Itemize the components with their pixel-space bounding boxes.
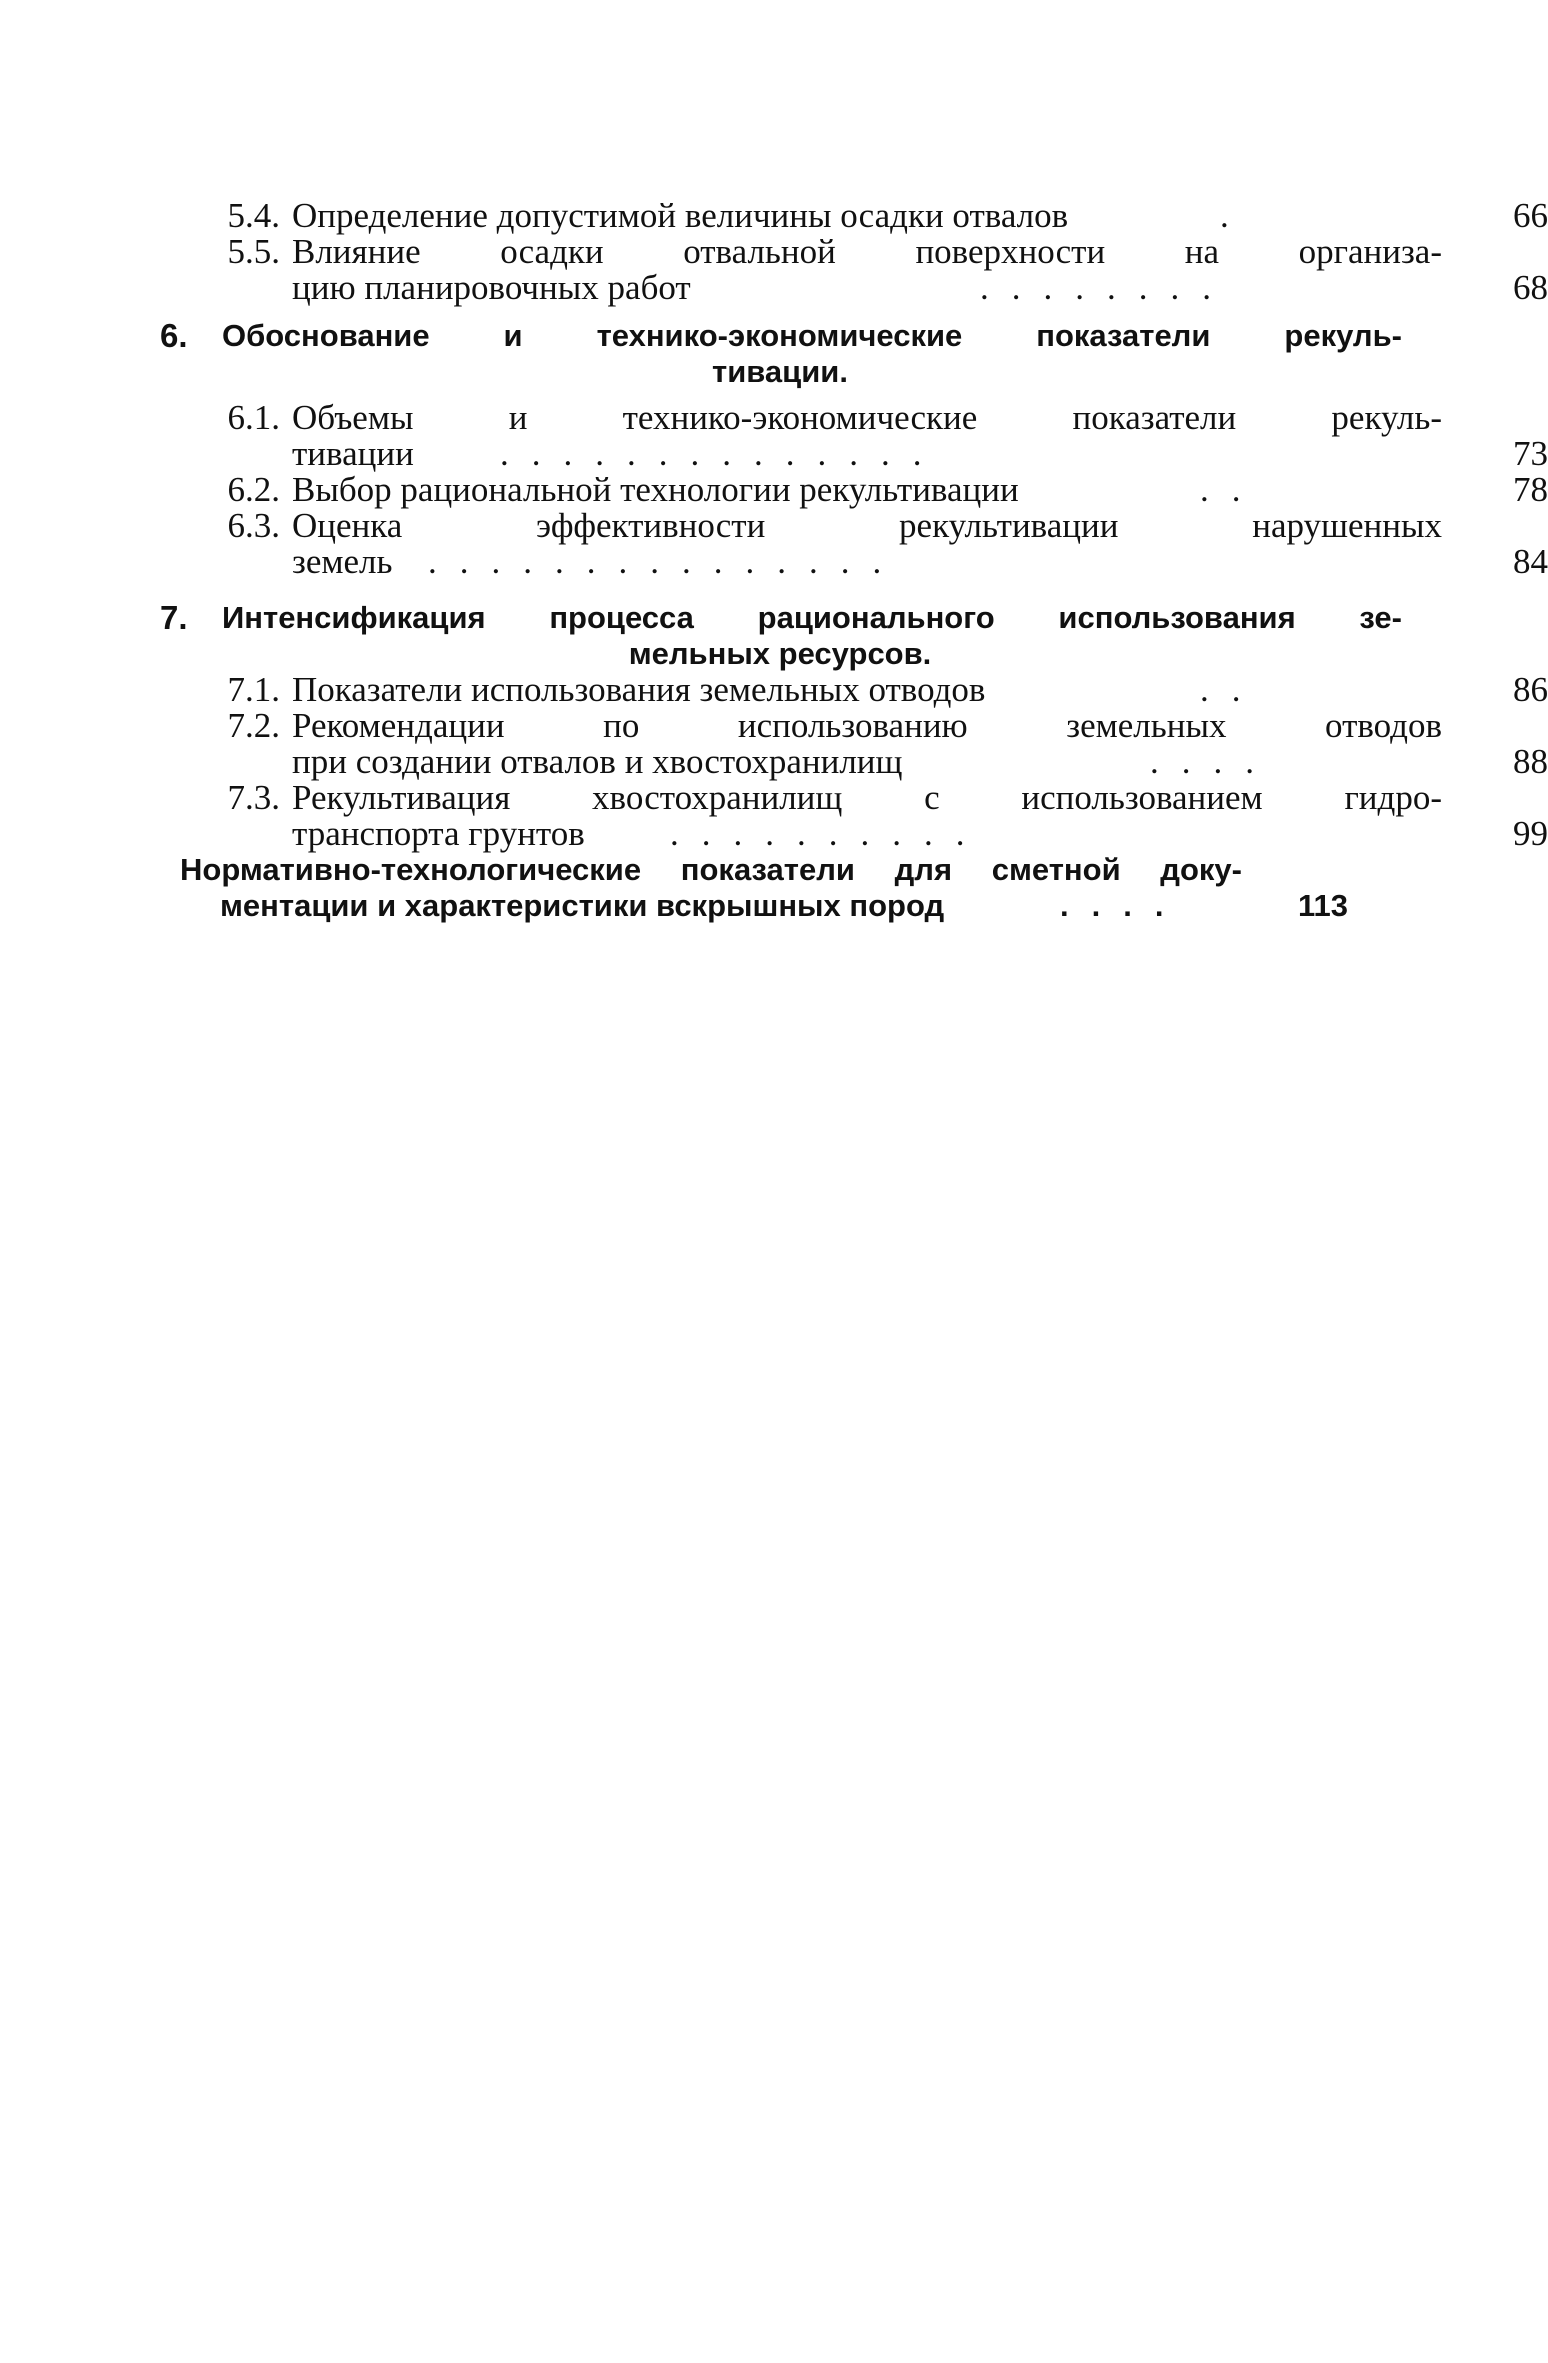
toc-entry-6-1 — [200, 398, 1442, 437]
page-number: 86 — [1513, 670, 1548, 709]
toc-section-6 — [160, 317, 1402, 354]
entry-title: Выбор рациональной технологии рекультивации — [292, 470, 1019, 509]
toc-entry-6-3-cont — [200, 542, 1548, 581]
page-number: 88 — [1513, 742, 1548, 781]
entry-number: 5.5. — [227, 232, 280, 271]
entry-number: 5.4. — [227, 196, 280, 235]
section-title-cont: тивации. — [712, 354, 848, 389]
page-number: 73 — [1513, 434, 1548, 473]
toc-section-6-cont — [160, 354, 1360, 390]
toc-entry-7-3 — [200, 778, 1442, 817]
entry-number: 6.1. — [227, 398, 280, 437]
entry-number: 7.3. — [227, 778, 280, 817]
page-number: 84 — [1513, 542, 1548, 581]
leader-dots: .. — [1200, 470, 1264, 509]
entry-title-cont: земель — [292, 542, 393, 581]
entry-title-cont: тивации — [292, 434, 414, 473]
entry-number: 7.2. — [227, 706, 280, 745]
toc-entry-7-2-cont — [200, 742, 1548, 781]
section-title: Обоснование и технико-экономические показатели рекуль- — [222, 318, 1402, 353]
entry-number: 6.2. — [227, 470, 280, 509]
toc-entry-6-1-cont — [200, 434, 1548, 473]
leader-dots: ............... — [428, 542, 905, 581]
section-title: Интенсификация процесса рационального использования зе- — [222, 600, 1402, 635]
page-number: 78 — [1513, 470, 1548, 509]
toc-appendix — [180, 852, 1360, 888]
section-number: 7. — [160, 599, 188, 636]
toc-appendix-cont — [180, 888, 1360, 924]
section-number: 6. — [160, 317, 188, 354]
leader-dots: .... — [1060, 888, 1187, 923]
entry-title: Оценка эффективности рекультивации нарушенных — [292, 506, 1442, 545]
section-title-cont: мельных ресурсов. — [628, 636, 932, 671]
page-number: 99 — [1513, 814, 1548, 853]
toc-entry-7-2 — [200, 706, 1442, 745]
entry-number: 6.3. — [227, 506, 280, 545]
leader-dots: .............. — [500, 434, 945, 473]
page-number: 66 — [1513, 196, 1548, 235]
toc-entry-5-5-cont — [200, 268, 1548, 307]
appendix-title-cont: ментации и характеристики вскрышных пород — [220, 888, 945, 923]
toc-entry-6-2 — [200, 470, 1548, 509]
entry-title: Объемы и технико-экономические показатели рекуль- — [292, 398, 1442, 437]
leader-dots: . — [1220, 196, 1252, 235]
entry-title: Показатели использования земельных отводов — [292, 670, 986, 709]
toc-entry-7-3-cont — [200, 814, 1548, 853]
toc-section-7 — [160, 599, 1402, 636]
entry-title: Определение допустимой величины осадки отвалов — [292, 196, 1069, 235]
leader-dots: .. — [1200, 670, 1264, 709]
entry-title-cont: транспорта грунтов — [292, 814, 585, 853]
leader-dots: .... — [1150, 742, 1277, 781]
entry-title: Влияние осадки отвальной поверхности на организа- — [292, 232, 1442, 271]
toc-entry-7-1 — [200, 670, 1548, 709]
entry-number: 7.1. — [227, 670, 280, 709]
toc-section-7-cont — [160, 636, 1360, 672]
page-number: 68 — [1513, 268, 1548, 307]
leader-dots: ........ — [980, 268, 1234, 307]
toc-entry-5-4 — [200, 196, 1548, 235]
entry-title: Рекультивация хвостохранилищ с использованием гидро- — [292, 778, 1442, 817]
toc-entry-6-3 — [200, 506, 1442, 545]
entry-title-cont: цию планировочных работ — [292, 268, 691, 307]
entry-title-cont: при создании отвалов и хвостохранилищ — [292, 742, 903, 781]
toc-entry-5-5 — [200, 232, 1442, 271]
leader-dots: .......... — [670, 814, 988, 853]
appendix-title: Нормативно-технологические показатели для сметной доку- — [180, 852, 1242, 887]
entry-title: Рекомендации по использованию земельных отводов — [292, 706, 1442, 745]
page-number: 113 — [1297, 888, 1348, 923]
